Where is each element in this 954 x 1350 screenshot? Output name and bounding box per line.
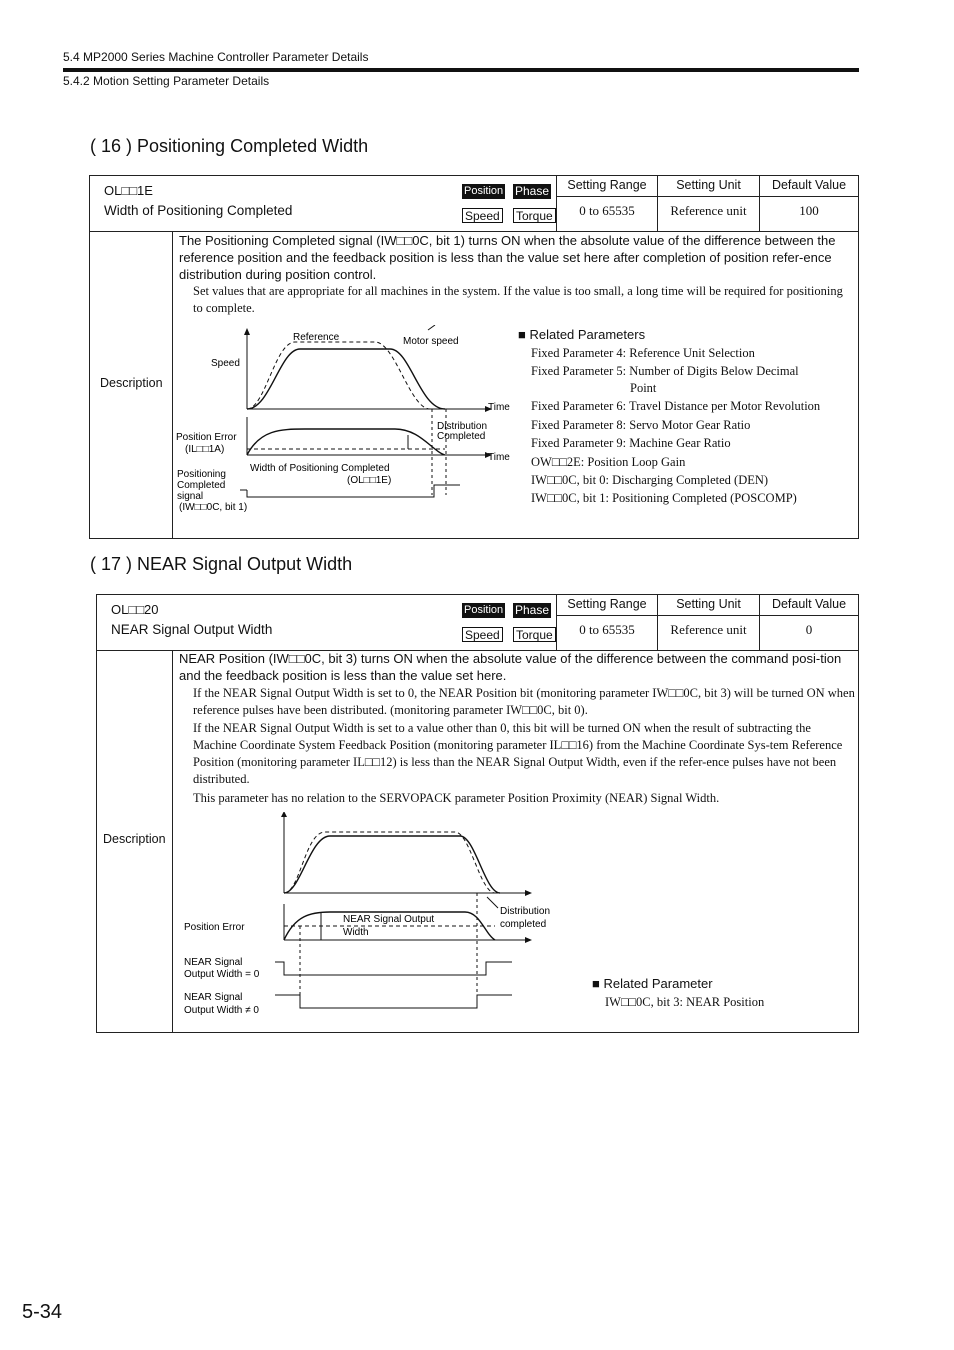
section-title-17: ( 17 ) NEAR Signal Output Width: [90, 554, 353, 574]
header-setting-range: Setting Range: [567, 597, 647, 611]
label-dist-1: Distribution: [500, 906, 551, 917]
label-width-2: (OL□□1E): [347, 475, 392, 486]
label-n0-2: Output Width = 0: [184, 969, 260, 980]
timing-diagram-16: [170, 325, 520, 525]
label-time-1: Time: [488, 402, 510, 413]
related-item: Point: [630, 381, 657, 395]
near-zero-signal: [275, 962, 512, 975]
header-rule: [63, 68, 859, 72]
label-near-width-1: NEAR Signal Output: [343, 914, 435, 925]
value-setting-range: 0 to 65535: [579, 203, 635, 218]
related-item: IW□□0C, bit 1: Positioning Completed (POSCOMP): [531, 491, 797, 505]
related-item: Fixed Parameter 9: Machine Gear Ratio: [531, 436, 731, 450]
section-title-16: ( 16 ) Positioning Completed Width: [90, 136, 369, 156]
reference-curve: [284, 832, 495, 893]
header-setting-range: Setting Range: [567, 178, 647, 192]
related-item: IW□□0C, bit 0: Discharging Completed (DEN): [531, 473, 769, 487]
label-pc-2: Completed: [177, 480, 226, 491]
dist-leader: [487, 897, 498, 908]
related-item: OW□□2E: Position Loop Gain: [531, 455, 686, 469]
description-main: NEAR Position (IW□□0C, bit 3) turns ON when the absolute value of the difference between the command posi-tion and the feedback position is less than the value set here.: [179, 651, 842, 683]
description-note: Set values that are appropriate for all machines in the system. If the value is too small, a long time will be required for positioning to complete.: [193, 284, 843, 315]
tag-position: Position: [464, 604, 504, 616]
label-width-1: Width of Positioning Completed: [250, 463, 390, 474]
value-setting-unit: Reference unit: [670, 203, 747, 218]
description-p2: If the NEAR Signal Output Width is set to a value other than 0, this bit will be turned ON when the result of subtracting the Machine Coordinate System Feedback Position (monitoring parameter IL□□16) from the Machine Coordinate Sys-tem Reference Position (monitoring parameter IL□□12) is less than the NEAR Signal Output Width, even if the refer-ence pulses have not been distributed.: [193, 721, 843, 786]
label-pos-error: Position Error: [184, 922, 245, 933]
value-default: 0: [805, 622, 813, 637]
label-pc-3: signal: [177, 491, 204, 502]
label-dist-1: Distribution: [437, 421, 488, 432]
header-setting-unit: Setting Unit: [676, 178, 741, 192]
value-default: 100: [799, 203, 819, 218]
position-error-curve: [247, 429, 445, 455]
description-label: Description: [100, 376, 163, 390]
reference-curve: [247, 342, 430, 409]
tag-position: Position: [464, 185, 504, 197]
tag-phase: Phase: [515, 603, 550, 617]
header-divider: [556, 615, 858, 616]
value-setting-unit: Reference unit: [670, 622, 747, 637]
header-setting-unit: Setting Unit: [676, 597, 741, 611]
label-n0-1: NEAR Signal: [184, 957, 243, 968]
description-p3: This parameter has no relation to the SERVOPACK parameter Position Proximity (NEAR) Signal Width.: [193, 791, 720, 805]
tag-phase: Phase: [515, 184, 550, 198]
tag-torque: Torque: [513, 627, 556, 642]
section-header: 5.4 MP2000 Series Machine Controller Parameter Details: [63, 50, 369, 64]
related-item: Fixed Parameter 8: Servo Motor Gear Ratio: [531, 418, 751, 432]
label-speed: Speed: [211, 358, 240, 369]
related-item: Fixed Parameter 4: Reference Unit Selection: [531, 346, 755, 360]
related-item: Fixed Parameter 5: Number of Digits Below Decimal: [531, 364, 799, 378]
related-parameters-title: ■ Related Parameters: [518, 327, 646, 342]
header-divider: [556, 196, 858, 197]
label-pos-error-reg: (IL□□1A): [185, 444, 225, 455]
label-motor-speed: Motor speed: [403, 336, 459, 347]
label-reference: Reference: [293, 332, 340, 343]
label-nn-2: Output Width ≠ 0: [184, 1005, 259, 1016]
tag-speed: Speed: [462, 208, 503, 223]
register-id: OL□□1E: [104, 183, 153, 198]
poscomp-signal: [240, 485, 460, 497]
timing-diagram-17: [180, 812, 560, 1017]
header-default-value: Default Value: [771, 597, 847, 611]
header-default-value: Default Value: [771, 178, 847, 192]
value-setting-range: 0 to 65535: [579, 622, 635, 637]
register-id: OL□□20: [111, 602, 159, 617]
param-name: Width of Positioning Completed: [104, 203, 293, 218]
label-time-2: Time: [488, 452, 510, 463]
label-pos-error: Position Error: [176, 432, 237, 443]
related-parameter-title: ■ Related Parameter: [592, 976, 713, 991]
description-p1: If the NEAR Signal Output Width is set to 0, the NEAR Position bit (monitoring parameter IW□□0C, bit 3) will be turned ON when reference pulses have been distributed. (monitoring parameter IW□□0C, bit 0).: [193, 686, 855, 717]
near-nonzero-signal: [275, 995, 512, 1008]
page-number: 5-34: [22, 1301, 63, 1323]
label-pc-4: (IW□□0C, bit 1): [179, 502, 248, 513]
ref-leader: [428, 325, 435, 330]
param-name: NEAR Signal Output Width: [111, 622, 273, 637]
desc-divider: [172, 650, 173, 1032]
tag-speed: Speed: [462, 627, 503, 642]
motor-speed-curve: [247, 349, 445, 409]
label-dist-2: Completed: [437, 431, 486, 442]
label-nn-1: NEAR Signal: [184, 992, 243, 1003]
related-item: IW□□0C, bit 3: NEAR Position: [605, 995, 765, 1009]
description-main: The Positioning Completed signal (IW□□0C, bit 1) turns ON when the absolute value of the difference between the reference position and the feedback position is less than the value set here after completion of position refer-ence distribution during position control.: [179, 233, 836, 282]
tag-torque: Torque: [513, 208, 556, 223]
description-label: Description: [103, 832, 166, 846]
label-pc-1: Positioning: [177, 469, 226, 480]
related-title-text: Related Parameters: [529, 327, 646, 342]
related-item: Fixed Parameter 6: Travel Distance per Motor Revolution: [531, 399, 821, 413]
subsection-header: 5.4.2 Motion Setting Parameter Details: [63, 74, 270, 88]
label-near-width-2: Width: [343, 927, 369, 938]
label-dist-2: completed: [500, 919, 547, 930]
related-title-text: Related Parameter: [603, 976, 713, 991]
